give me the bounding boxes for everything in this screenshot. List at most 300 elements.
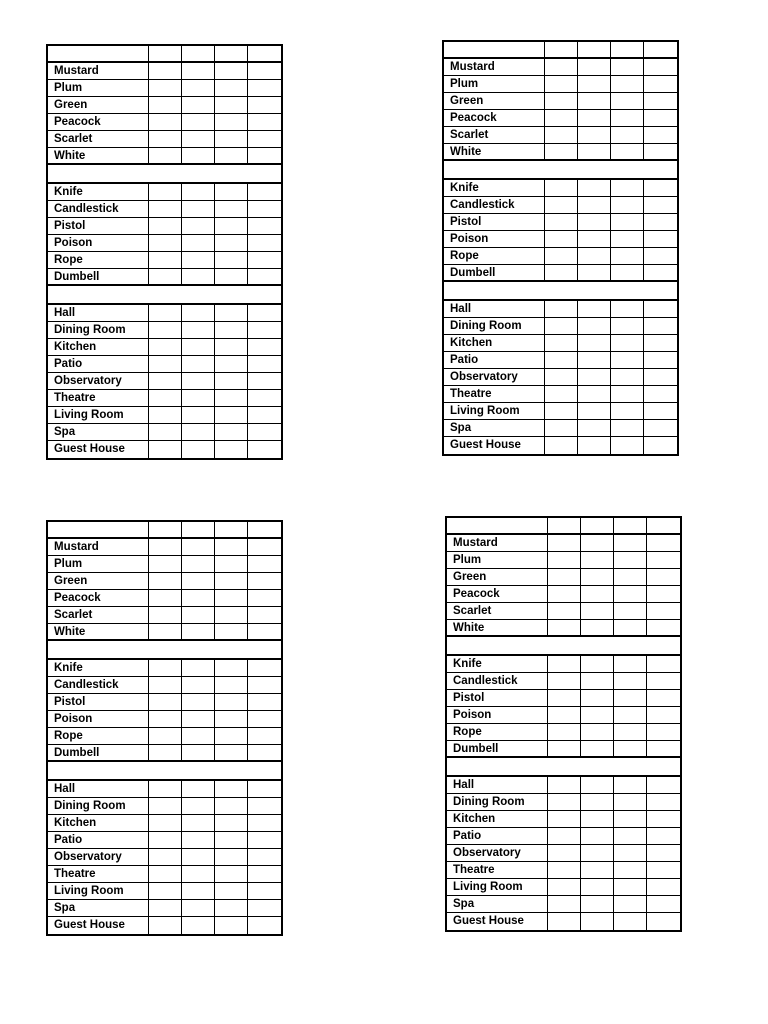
check-cell[interactable]: [182, 97, 215, 113]
check-cell[interactable]: [149, 832, 182, 848]
check-cell[interactable]: [149, 883, 182, 899]
check-cell[interactable]: [548, 620, 581, 635]
check-cell[interactable]: [614, 741, 647, 756]
check-cell[interactable]: [611, 76, 644, 92]
check-cell[interactable]: [149, 131, 182, 147]
check-cell[interactable]: [182, 235, 215, 251]
check-cell[interactable]: [644, 301, 677, 317]
check-cell[interactable]: [614, 794, 647, 810]
check-cell[interactable]: [215, 322, 248, 338]
check-cell[interactable]: [149, 745, 182, 760]
check-cell[interactable]: [182, 80, 215, 96]
check-cell[interactable]: [581, 879, 614, 895]
check-cell[interactable]: [248, 441, 281, 458]
check-cell[interactable]: [581, 777, 614, 793]
check-cell[interactable]: [614, 535, 647, 551]
check-cell[interactable]: [149, 677, 182, 693]
check-cell[interactable]: [182, 849, 215, 865]
check-cell[interactable]: [644, 403, 677, 419]
check-cell[interactable]: [215, 252, 248, 268]
check-cell[interactable]: [578, 369, 611, 385]
check-cell[interactable]: [647, 845, 680, 861]
check-cell[interactable]: [548, 845, 581, 861]
check-cell[interactable]: [614, 845, 647, 861]
check-cell[interactable]: [578, 318, 611, 334]
check-cell[interactable]: [149, 798, 182, 814]
check-cell[interactable]: [182, 815, 215, 831]
check-cell[interactable]: [149, 728, 182, 744]
check-cell[interactable]: [644, 386, 677, 402]
check-cell[interactable]: [611, 352, 644, 368]
check-cell[interactable]: [248, 201, 281, 217]
check-cell[interactable]: [215, 781, 248, 797]
check-cell[interactable]: [614, 673, 647, 689]
check-cell[interactable]: [545, 76, 578, 92]
check-cell[interactable]: [149, 390, 182, 406]
check-cell[interactable]: [614, 518, 647, 533]
check-cell[interactable]: [614, 690, 647, 706]
check-cell[interactable]: [149, 590, 182, 606]
check-cell[interactable]: [149, 781, 182, 797]
check-cell[interactable]: [581, 620, 614, 635]
check-cell[interactable]: [548, 518, 581, 533]
check-cell[interactable]: [611, 144, 644, 159]
check-cell[interactable]: [548, 913, 581, 930]
check-cell[interactable]: [548, 535, 581, 551]
check-cell[interactable]: [611, 59, 644, 75]
check-cell[interactable]: [578, 420, 611, 436]
check-cell[interactable]: [647, 794, 680, 810]
check-cell[interactable]: [248, 883, 281, 899]
check-cell[interactable]: [611, 110, 644, 126]
check-cell[interactable]: [578, 265, 611, 280]
check-cell[interactable]: [182, 46, 215, 61]
check-cell[interactable]: [182, 660, 215, 676]
check-cell[interactable]: [182, 745, 215, 760]
check-cell[interactable]: [248, 269, 281, 284]
check-cell[interactable]: [149, 815, 182, 831]
check-cell[interactable]: [248, 424, 281, 440]
check-cell[interactable]: [182, 694, 215, 710]
check-cell[interactable]: [647, 620, 680, 635]
check-cell[interactable]: [644, 318, 677, 334]
check-cell[interactable]: [647, 913, 680, 930]
check-cell[interactable]: [611, 197, 644, 213]
check-cell[interactable]: [578, 335, 611, 351]
check-cell[interactable]: [581, 741, 614, 756]
check-cell[interactable]: [149, 322, 182, 338]
check-cell[interactable]: [248, 590, 281, 606]
check-cell[interactable]: [548, 690, 581, 706]
check-cell[interactable]: [548, 879, 581, 895]
check-cell[interactable]: [182, 711, 215, 727]
check-cell[interactable]: [647, 879, 680, 895]
check-cell[interactable]: [149, 607, 182, 623]
check-cell[interactable]: [215, 131, 248, 147]
check-cell[interactable]: [647, 552, 680, 568]
check-cell[interactable]: [248, 624, 281, 639]
check-cell[interactable]: [647, 569, 680, 585]
check-cell[interactable]: [644, 144, 677, 159]
check-cell[interactable]: [182, 832, 215, 848]
check-cell[interactable]: [149, 424, 182, 440]
check-cell[interactable]: [548, 673, 581, 689]
check-cell[interactable]: [149, 917, 182, 934]
check-cell[interactable]: [182, 573, 215, 589]
check-cell[interactable]: [248, 148, 281, 163]
check-cell[interactable]: [215, 201, 248, 217]
check-cell[interactable]: [644, 420, 677, 436]
check-cell[interactable]: [545, 231, 578, 247]
check-cell[interactable]: [614, 828, 647, 844]
check-cell[interactable]: [614, 569, 647, 585]
check-cell[interactable]: [182, 148, 215, 163]
check-cell[interactable]: [581, 552, 614, 568]
check-cell[interactable]: [215, 728, 248, 744]
check-cell[interactable]: [578, 301, 611, 317]
check-cell[interactable]: [248, 522, 281, 537]
check-cell[interactable]: [647, 586, 680, 602]
check-cell[interactable]: [149, 660, 182, 676]
check-cell[interactable]: [581, 673, 614, 689]
check-cell[interactable]: [581, 913, 614, 930]
check-cell[interactable]: [581, 569, 614, 585]
check-cell[interactable]: [182, 539, 215, 555]
check-cell[interactable]: [611, 42, 644, 57]
check-cell[interactable]: [248, 815, 281, 831]
check-cell[interactable]: [581, 535, 614, 551]
check-cell[interactable]: [215, 590, 248, 606]
check-cell[interactable]: [644, 127, 677, 143]
check-cell[interactable]: [182, 407, 215, 423]
check-cell[interactable]: [182, 252, 215, 268]
check-cell[interactable]: [581, 828, 614, 844]
check-cell[interactable]: [548, 862, 581, 878]
check-cell[interactable]: [248, 607, 281, 623]
check-cell[interactable]: [182, 218, 215, 234]
check-cell[interactable]: [215, 441, 248, 458]
check-cell[interactable]: [578, 437, 611, 454]
check-cell[interactable]: [614, 603, 647, 619]
check-cell[interactable]: [647, 862, 680, 878]
check-cell[interactable]: [215, 556, 248, 572]
check-cell[interactable]: [215, 424, 248, 440]
check-cell[interactable]: [545, 369, 578, 385]
check-cell[interactable]: [614, 777, 647, 793]
check-cell[interactable]: [647, 724, 680, 740]
check-cell[interactable]: [581, 518, 614, 533]
check-cell[interactable]: [149, 624, 182, 639]
check-cell[interactable]: [548, 656, 581, 672]
check-cell[interactable]: [248, 866, 281, 882]
check-cell[interactable]: [215, 624, 248, 639]
check-cell[interactable]: [545, 214, 578, 230]
check-cell[interactable]: [611, 180, 644, 196]
check-cell[interactable]: [248, 900, 281, 916]
check-cell[interactable]: [248, 356, 281, 372]
check-cell[interactable]: [611, 214, 644, 230]
check-cell[interactable]: [248, 781, 281, 797]
check-cell[interactable]: [614, 620, 647, 635]
check-cell[interactable]: [545, 318, 578, 334]
check-cell[interactable]: [611, 403, 644, 419]
check-cell[interactable]: [647, 535, 680, 551]
check-cell[interactable]: [614, 656, 647, 672]
check-cell[interactable]: [182, 728, 215, 744]
check-cell[interactable]: [215, 866, 248, 882]
check-cell[interactable]: [581, 896, 614, 912]
check-cell[interactable]: [647, 707, 680, 723]
check-cell[interactable]: [215, 832, 248, 848]
check-cell[interactable]: [149, 539, 182, 555]
check-cell[interactable]: [248, 305, 281, 321]
check-cell[interactable]: [644, 437, 677, 454]
check-cell[interactable]: [215, 849, 248, 865]
check-cell[interactable]: [215, 184, 248, 200]
check-cell[interactable]: [248, 798, 281, 814]
check-cell[interactable]: [614, 724, 647, 740]
check-cell[interactable]: [581, 724, 614, 740]
check-cell[interactable]: [248, 711, 281, 727]
check-cell[interactable]: [548, 794, 581, 810]
check-cell[interactable]: [149, 114, 182, 130]
check-cell[interactable]: [545, 127, 578, 143]
check-cell[interactable]: [611, 301, 644, 317]
check-cell[interactable]: [611, 248, 644, 264]
check-cell[interactable]: [614, 586, 647, 602]
check-cell[interactable]: [644, 59, 677, 75]
check-cell[interactable]: [578, 110, 611, 126]
check-cell[interactable]: [611, 437, 644, 454]
check-cell[interactable]: [182, 131, 215, 147]
check-cell[interactable]: [182, 798, 215, 814]
check-cell[interactable]: [614, 552, 647, 568]
check-cell[interactable]: [149, 97, 182, 113]
check-cell[interactable]: [548, 811, 581, 827]
check-cell[interactable]: [149, 441, 182, 458]
check-cell[interactable]: [545, 335, 578, 351]
check-cell[interactable]: [182, 390, 215, 406]
check-cell[interactable]: [611, 335, 644, 351]
check-cell[interactable]: [215, 80, 248, 96]
check-cell[interactable]: [644, 110, 677, 126]
check-cell[interactable]: [614, 811, 647, 827]
check-cell[interactable]: [581, 811, 614, 827]
check-cell[interactable]: [578, 248, 611, 264]
check-cell[interactable]: [182, 322, 215, 338]
check-cell[interactable]: [182, 63, 215, 79]
check-cell[interactable]: [647, 656, 680, 672]
check-cell[interactable]: [581, 690, 614, 706]
check-cell[interactable]: [644, 214, 677, 230]
check-cell[interactable]: [545, 197, 578, 213]
check-cell[interactable]: [215, 148, 248, 163]
check-cell[interactable]: [578, 93, 611, 109]
check-cell[interactable]: [545, 301, 578, 317]
check-cell[interactable]: [647, 518, 680, 533]
check-cell[interactable]: [548, 707, 581, 723]
check-cell[interactable]: [647, 690, 680, 706]
check-cell[interactable]: [149, 339, 182, 355]
check-cell[interactable]: [545, 180, 578, 196]
check-cell[interactable]: [611, 386, 644, 402]
check-cell[interactable]: [149, 694, 182, 710]
check-cell[interactable]: [215, 745, 248, 760]
check-cell[interactable]: [149, 373, 182, 389]
check-cell[interactable]: [182, 917, 215, 934]
check-cell[interactable]: [545, 144, 578, 159]
check-cell[interactable]: [644, 369, 677, 385]
check-cell[interactable]: [215, 694, 248, 710]
check-cell[interactable]: [248, 114, 281, 130]
check-cell[interactable]: [581, 656, 614, 672]
check-cell[interactable]: [182, 305, 215, 321]
check-cell[interactable]: [647, 896, 680, 912]
check-cell[interactable]: [545, 386, 578, 402]
check-cell[interactable]: [581, 845, 614, 861]
check-cell[interactable]: [248, 235, 281, 251]
check-cell[interactable]: [182, 201, 215, 217]
check-cell[interactable]: [182, 522, 215, 537]
check-cell[interactable]: [611, 265, 644, 280]
check-cell[interactable]: [215, 883, 248, 899]
check-cell[interactable]: [644, 248, 677, 264]
check-cell[interactable]: [248, 322, 281, 338]
check-cell[interactable]: [248, 728, 281, 744]
check-cell[interactable]: [548, 552, 581, 568]
check-cell[interactable]: [578, 59, 611, 75]
check-cell[interactable]: [215, 63, 248, 79]
check-cell[interactable]: [248, 849, 281, 865]
check-cell[interactable]: [548, 777, 581, 793]
check-cell[interactable]: [248, 917, 281, 934]
check-cell[interactable]: [545, 248, 578, 264]
check-cell[interactable]: [248, 373, 281, 389]
check-cell[interactable]: [545, 403, 578, 419]
check-cell[interactable]: [215, 711, 248, 727]
check-cell[interactable]: [578, 144, 611, 159]
check-cell[interactable]: [215, 114, 248, 130]
check-cell[interactable]: [215, 339, 248, 355]
check-cell[interactable]: [578, 231, 611, 247]
check-cell[interactable]: [581, 794, 614, 810]
check-cell[interactable]: [215, 305, 248, 321]
check-cell[interactable]: [215, 373, 248, 389]
check-cell[interactable]: [545, 420, 578, 436]
check-cell[interactable]: [545, 265, 578, 280]
check-cell[interactable]: [149, 63, 182, 79]
check-cell[interactable]: [545, 59, 578, 75]
check-cell[interactable]: [644, 352, 677, 368]
check-cell[interactable]: [149, 148, 182, 163]
check-cell[interactable]: [248, 694, 281, 710]
check-cell[interactable]: [248, 184, 281, 200]
check-cell[interactable]: [548, 896, 581, 912]
check-cell[interactable]: [548, 603, 581, 619]
check-cell[interactable]: [248, 97, 281, 113]
check-cell[interactable]: [611, 93, 644, 109]
check-cell[interactable]: [611, 369, 644, 385]
check-cell[interactable]: [182, 114, 215, 130]
check-cell[interactable]: [215, 815, 248, 831]
check-cell[interactable]: [149, 522, 182, 537]
check-cell[interactable]: [581, 586, 614, 602]
check-cell[interactable]: [149, 252, 182, 268]
check-cell[interactable]: [215, 917, 248, 934]
check-cell[interactable]: [644, 76, 677, 92]
check-cell[interactable]: [215, 539, 248, 555]
check-cell[interactable]: [644, 335, 677, 351]
check-cell[interactable]: [215, 798, 248, 814]
check-cell[interactable]: [149, 184, 182, 200]
check-cell[interactable]: [647, 673, 680, 689]
check-cell[interactable]: [578, 197, 611, 213]
check-cell[interactable]: [614, 896, 647, 912]
check-cell[interactable]: [215, 46, 248, 61]
check-cell[interactable]: [248, 63, 281, 79]
check-cell[interactable]: [248, 539, 281, 555]
check-cell[interactable]: [548, 724, 581, 740]
check-cell[interactable]: [215, 390, 248, 406]
check-cell[interactable]: [215, 573, 248, 589]
check-cell[interactable]: [248, 407, 281, 423]
check-cell[interactable]: [578, 386, 611, 402]
check-cell[interactable]: [578, 214, 611, 230]
check-cell[interactable]: [578, 127, 611, 143]
check-cell[interactable]: [578, 403, 611, 419]
check-cell[interactable]: [149, 235, 182, 251]
check-cell[interactable]: [182, 441, 215, 458]
check-cell[interactable]: [644, 197, 677, 213]
check-cell[interactable]: [248, 677, 281, 693]
check-cell[interactable]: [149, 407, 182, 423]
check-cell[interactable]: [182, 624, 215, 639]
check-cell[interactable]: [248, 252, 281, 268]
check-cell[interactable]: [248, 131, 281, 147]
check-cell[interactable]: [149, 849, 182, 865]
check-cell[interactable]: [644, 265, 677, 280]
check-cell[interactable]: [215, 607, 248, 623]
check-cell[interactable]: [149, 356, 182, 372]
check-cell[interactable]: [548, 828, 581, 844]
check-cell[interactable]: [647, 777, 680, 793]
check-cell[interactable]: [149, 269, 182, 284]
check-cell[interactable]: [215, 660, 248, 676]
check-cell[interactable]: [182, 677, 215, 693]
check-cell[interactable]: [248, 556, 281, 572]
check-cell[interactable]: [215, 522, 248, 537]
check-cell[interactable]: [215, 235, 248, 251]
check-cell[interactable]: [215, 356, 248, 372]
check-cell[interactable]: [182, 424, 215, 440]
check-cell[interactable]: [611, 420, 644, 436]
check-cell[interactable]: [248, 390, 281, 406]
check-cell[interactable]: [182, 339, 215, 355]
check-cell[interactable]: [149, 80, 182, 96]
check-cell[interactable]: [611, 231, 644, 247]
check-cell[interactable]: [614, 707, 647, 723]
check-cell[interactable]: [149, 201, 182, 217]
check-cell[interactable]: [647, 603, 680, 619]
check-cell[interactable]: [149, 866, 182, 882]
check-cell[interactable]: [149, 711, 182, 727]
check-cell[interactable]: [248, 218, 281, 234]
check-cell[interactable]: [182, 883, 215, 899]
check-cell[interactable]: [548, 569, 581, 585]
check-cell[interactable]: [182, 866, 215, 882]
check-cell[interactable]: [611, 127, 644, 143]
check-cell[interactable]: [545, 42, 578, 57]
